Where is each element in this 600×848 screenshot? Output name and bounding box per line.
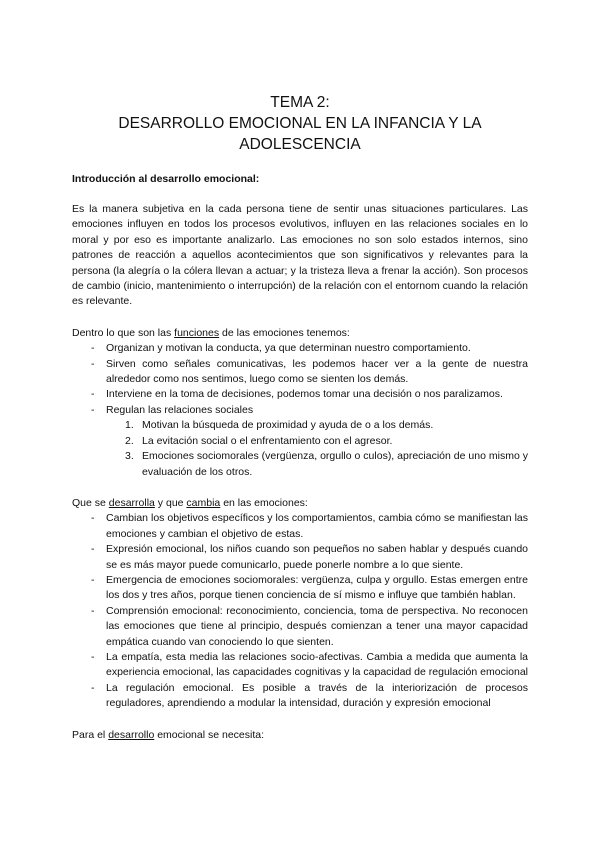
dash-bullet: - xyxy=(91,512,95,525)
sublist-number: 3. xyxy=(125,450,134,463)
list-item-text: Cambian los objetivos específicos y los comportamientos, cambia cómo se manifiestan las emociones y cambian el objetivo de estas. xyxy=(106,512,528,540)
list-item xyxy=(72,542,528,573)
sublist-item-text: Emociones sociomorales (vergüenza, orgullo o culos), apreciación de uno mismo y evaluación de los otros. xyxy=(142,450,528,478)
functions-intro-pre: Dentro lo que son las xyxy=(72,326,175,339)
document-title xyxy=(72,92,528,155)
list-item xyxy=(72,681,528,712)
list-item xyxy=(72,511,528,542)
cambia-link: cambia xyxy=(186,496,221,509)
list-item xyxy=(72,604,528,650)
desarrolla-link: desarrolla xyxy=(108,496,155,509)
list-item xyxy=(72,403,528,480)
intro-paragraph: Es la manera subjetiva en la cada persona tiene de sentir unas situaciones particulares. Las emociones influyen en todos los procesos evolutivos, influyen en las relaciones sociales en lo moral y por eso es importante analizarlo. Las emociones no son solo estados internos, sino patrones de reacción a aquellos acontecimientos que son significativos y relevantes para la persona (la alegría o la cólera llevan a actuar; y la tristeza lleva a frenar la acción). Son procesos de cambio (inicio, mantenimiento o interrupción) de la relación con el entornom cuando la relación es relevante. xyxy=(72,203,528,308)
list-item xyxy=(72,650,528,681)
sublist-item xyxy=(72,449,528,480)
list-item-text: Interviene en la toma de decisiones, podemos tomar una decisión o nos paralizamos. xyxy=(106,388,503,401)
list-item-text: La regulación emocional. Es posible a través de la interiorización de procesos reguladores, aprendiendo a modular la intensidad, duración y expresión emocional xyxy=(106,681,528,710)
document-page xyxy=(72,92,528,743)
dash-bullet: - xyxy=(91,573,95,586)
title-line-2: DESARROLLO EMOCIONAL EN LA INFANCIA Y LA xyxy=(118,115,482,132)
dash-bullet: - xyxy=(91,650,95,663)
list-item xyxy=(72,387,528,402)
social-relations-sublist xyxy=(72,418,528,480)
development-intro xyxy=(72,496,528,511)
functions-intro xyxy=(72,326,528,341)
dash-bullet: - xyxy=(91,403,95,416)
list-item-text: Sirven como señales comunicativas, les podemos hacer ver a la gente de nuestra alrededor como nos sentimos, luego como se sienten los demás. xyxy=(106,357,528,386)
functions-intro-post: de las emociones tenemos: xyxy=(219,326,350,339)
title-line-1: TEMA 2: xyxy=(270,94,330,111)
sublist-item xyxy=(72,418,528,433)
intro-heading: Introducción al desarrollo emocional: xyxy=(72,173,260,185)
needs-intro-pre: Para el xyxy=(72,728,109,741)
needs-intro-post: emocional se necesita: xyxy=(154,728,265,741)
list-item-text: Organizan y motivan la conducta, ya que determinan nuestro comportamiento. xyxy=(106,342,471,355)
list-item-text: Emergencia de emociones sociomorales: vergüenza, culpa y orgullo. Estas emergen entre los dos y tres años, porque tienen conciencia de sí mismo e influye que también hablan. xyxy=(106,573,528,602)
title-line-3: ADOLESCENCIA xyxy=(239,136,361,153)
development-intro-mid: y que xyxy=(154,496,187,509)
dash-bullet: - xyxy=(91,543,95,556)
list-item xyxy=(72,341,528,356)
development-intro-post: en las emociones: xyxy=(220,496,308,509)
list-item xyxy=(72,573,528,604)
sublist-item xyxy=(72,434,528,449)
dash-bullet: - xyxy=(91,681,95,694)
dash-bullet: - xyxy=(91,388,95,401)
sublist-item-text: La evitación social o el enfrentamiento con el agresor. xyxy=(142,434,393,447)
dash-bullet: - xyxy=(91,357,95,370)
dash-bullet: - xyxy=(91,604,95,617)
desarrollo-link: desarrollo xyxy=(108,728,155,741)
dash-bullet: - xyxy=(91,342,95,355)
sublist-number: 1. xyxy=(125,419,134,432)
needs-intro xyxy=(72,728,528,743)
sublist-number: 2. xyxy=(125,434,134,447)
development-intro-pre: Que se xyxy=(72,496,109,509)
list-item-text: Expresión emocional, los niños cuando son pequeños no saben hablar y después cuando se es más mayor puede comunicarlo, puede ponerle nombre a lo que siente. xyxy=(106,543,528,571)
list-item xyxy=(72,357,528,388)
list-item-text: La empatía, esta media las relaciones socio-afectivas. Cambia a medida que aumenta la experiencia emocional, las capacidades cognitivas y la capacidad de regulación emocional xyxy=(106,650,529,679)
list-item-text: Comprensión emocional: reconocimiento, conciencia, toma de perspectiva. No reconocen las emociones que tiene al principio, después comienzan a tener una mayor capacidad empática cuando van conociendo lo que sienten. xyxy=(106,604,528,648)
development-list xyxy=(72,511,528,711)
functions-link: funciones xyxy=(174,326,220,339)
sublist-item-text: Motivan la búsqueda de proximidad y ayuda de o a los demás. xyxy=(142,419,434,432)
functions-list xyxy=(72,341,528,480)
list-item-text: Regulan las relaciones sociales xyxy=(106,403,254,416)
